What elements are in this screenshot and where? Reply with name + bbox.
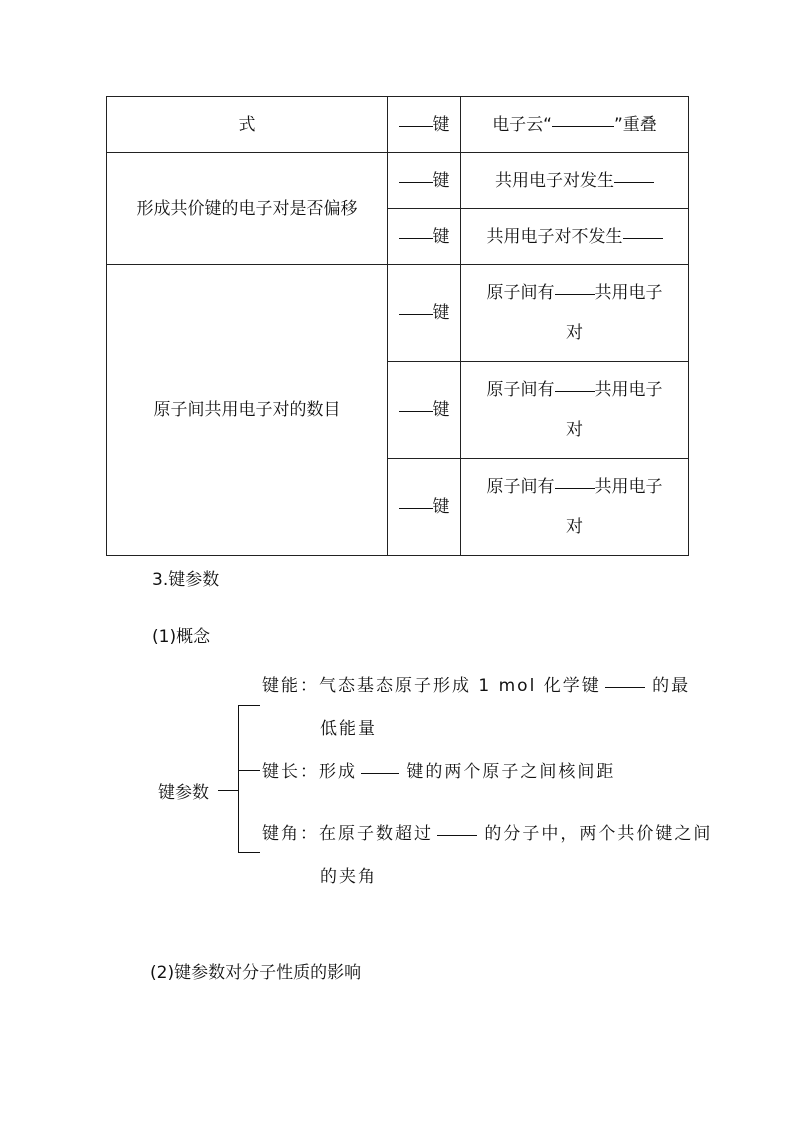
table-cell — [461, 459, 689, 556]
table-row — [107, 265, 689, 362]
table-cell — [107, 265, 388, 556]
bond-classification-table — [106, 96, 689, 556]
table-cell — [461, 209, 689, 265]
cell-text: 键 — [432, 226, 450, 247]
fill-blank — [552, 125, 614, 127]
table-cell — [461, 265, 689, 362]
fill-blank — [555, 390, 595, 392]
table-row — [107, 153, 689, 209]
cell-text: 原子间有 — [486, 380, 555, 400]
cell-text: ”重叠 — [614, 114, 657, 135]
cell-text: 对 — [566, 420, 583, 440]
bond-length-line — [262, 757, 615, 782]
bond-angle-line2: 的夹角 — [320, 867, 377, 887]
cell-text: 共用电子对发生 — [495, 170, 614, 191]
cell-text: 形成共价键的电子对是否偏移 — [136, 198, 358, 219]
fill-blank — [614, 181, 654, 183]
section-heading: 3.键参数 — [152, 570, 220, 590]
cell-text: 原子间有 — [486, 283, 555, 303]
cell-text: 电子云“ — [492, 114, 552, 135]
cell-text: 键 — [432, 303, 450, 323]
fill-blank — [555, 487, 595, 489]
text: 键能：气态基态原子形成 1 mol 化学键 — [262, 676, 601, 696]
cell-text: 共用电子 — [594, 283, 663, 303]
cell-text: 对 — [566, 323, 583, 343]
cell-text: 键 — [432, 400, 450, 420]
fill-blank — [361, 772, 399, 774]
fill-blank — [555, 293, 595, 295]
cell-text: 原子间有 — [486, 477, 555, 497]
subsection-heading: (1)概念 — [152, 627, 211, 647]
fill-blank — [399, 410, 433, 412]
cell-text: 共用电子 — [594, 380, 663, 400]
fill-blank — [399, 313, 433, 315]
table-row — [107, 97, 689, 153]
fill-blank — [605, 686, 645, 688]
cell-text: 原子间共用电子对的数目 — [153, 400, 341, 420]
cell-text: 键 — [432, 497, 450, 517]
table-cell — [388, 97, 461, 153]
table-cell — [388, 459, 461, 556]
cell-text: 对 — [566, 517, 583, 537]
brace-label: 键参数 — [158, 783, 209, 803]
fill-blank — [623, 237, 663, 239]
table-cell — [461, 153, 689, 209]
brace-bottom-tick — [238, 852, 260, 853]
brace-bar — [238, 705, 239, 853]
bond-energy-line1 — [262, 671, 690, 696]
fill-blank — [399, 181, 433, 183]
brace-top-tick — [238, 705, 260, 706]
table-cell — [107, 153, 388, 265]
table-cell — [461, 362, 689, 459]
brace-stem — [218, 790, 238, 791]
text: 的分子中，两个共价键之间 — [477, 824, 713, 844]
fill-blank — [399, 507, 433, 509]
cell-text: 共用电子 — [594, 477, 663, 497]
text: 键角：在原子数超过 — [262, 824, 433, 844]
text: 的最 — [644, 676, 691, 696]
brace-mid-tick — [238, 770, 260, 771]
table-cell — [388, 209, 461, 265]
fill-blank — [399, 237, 433, 239]
cell-text: 键 — [432, 114, 450, 135]
cell-text: 键 — [432, 170, 450, 191]
cell-text: 式 — [238, 114, 256, 135]
table-cell — [107, 97, 388, 153]
bond-energy-line2: 低能量 — [320, 719, 377, 739]
table-cell — [388, 265, 461, 362]
text: 键长：形成 — [262, 762, 357, 782]
table-cell — [461, 97, 689, 153]
cell-text: 共用电子对不发生 — [486, 226, 623, 247]
table-cell — [388, 362, 461, 459]
fill-blank — [437, 834, 477, 836]
bond-angle-line1 — [262, 819, 712, 844]
subsection-heading: (2)键参数对分子性质的影响 — [150, 963, 362, 983]
text: 键的两个原子之间核间距 — [399, 762, 616, 782]
table-cell — [388, 153, 461, 209]
fill-blank — [399, 125, 433, 127]
